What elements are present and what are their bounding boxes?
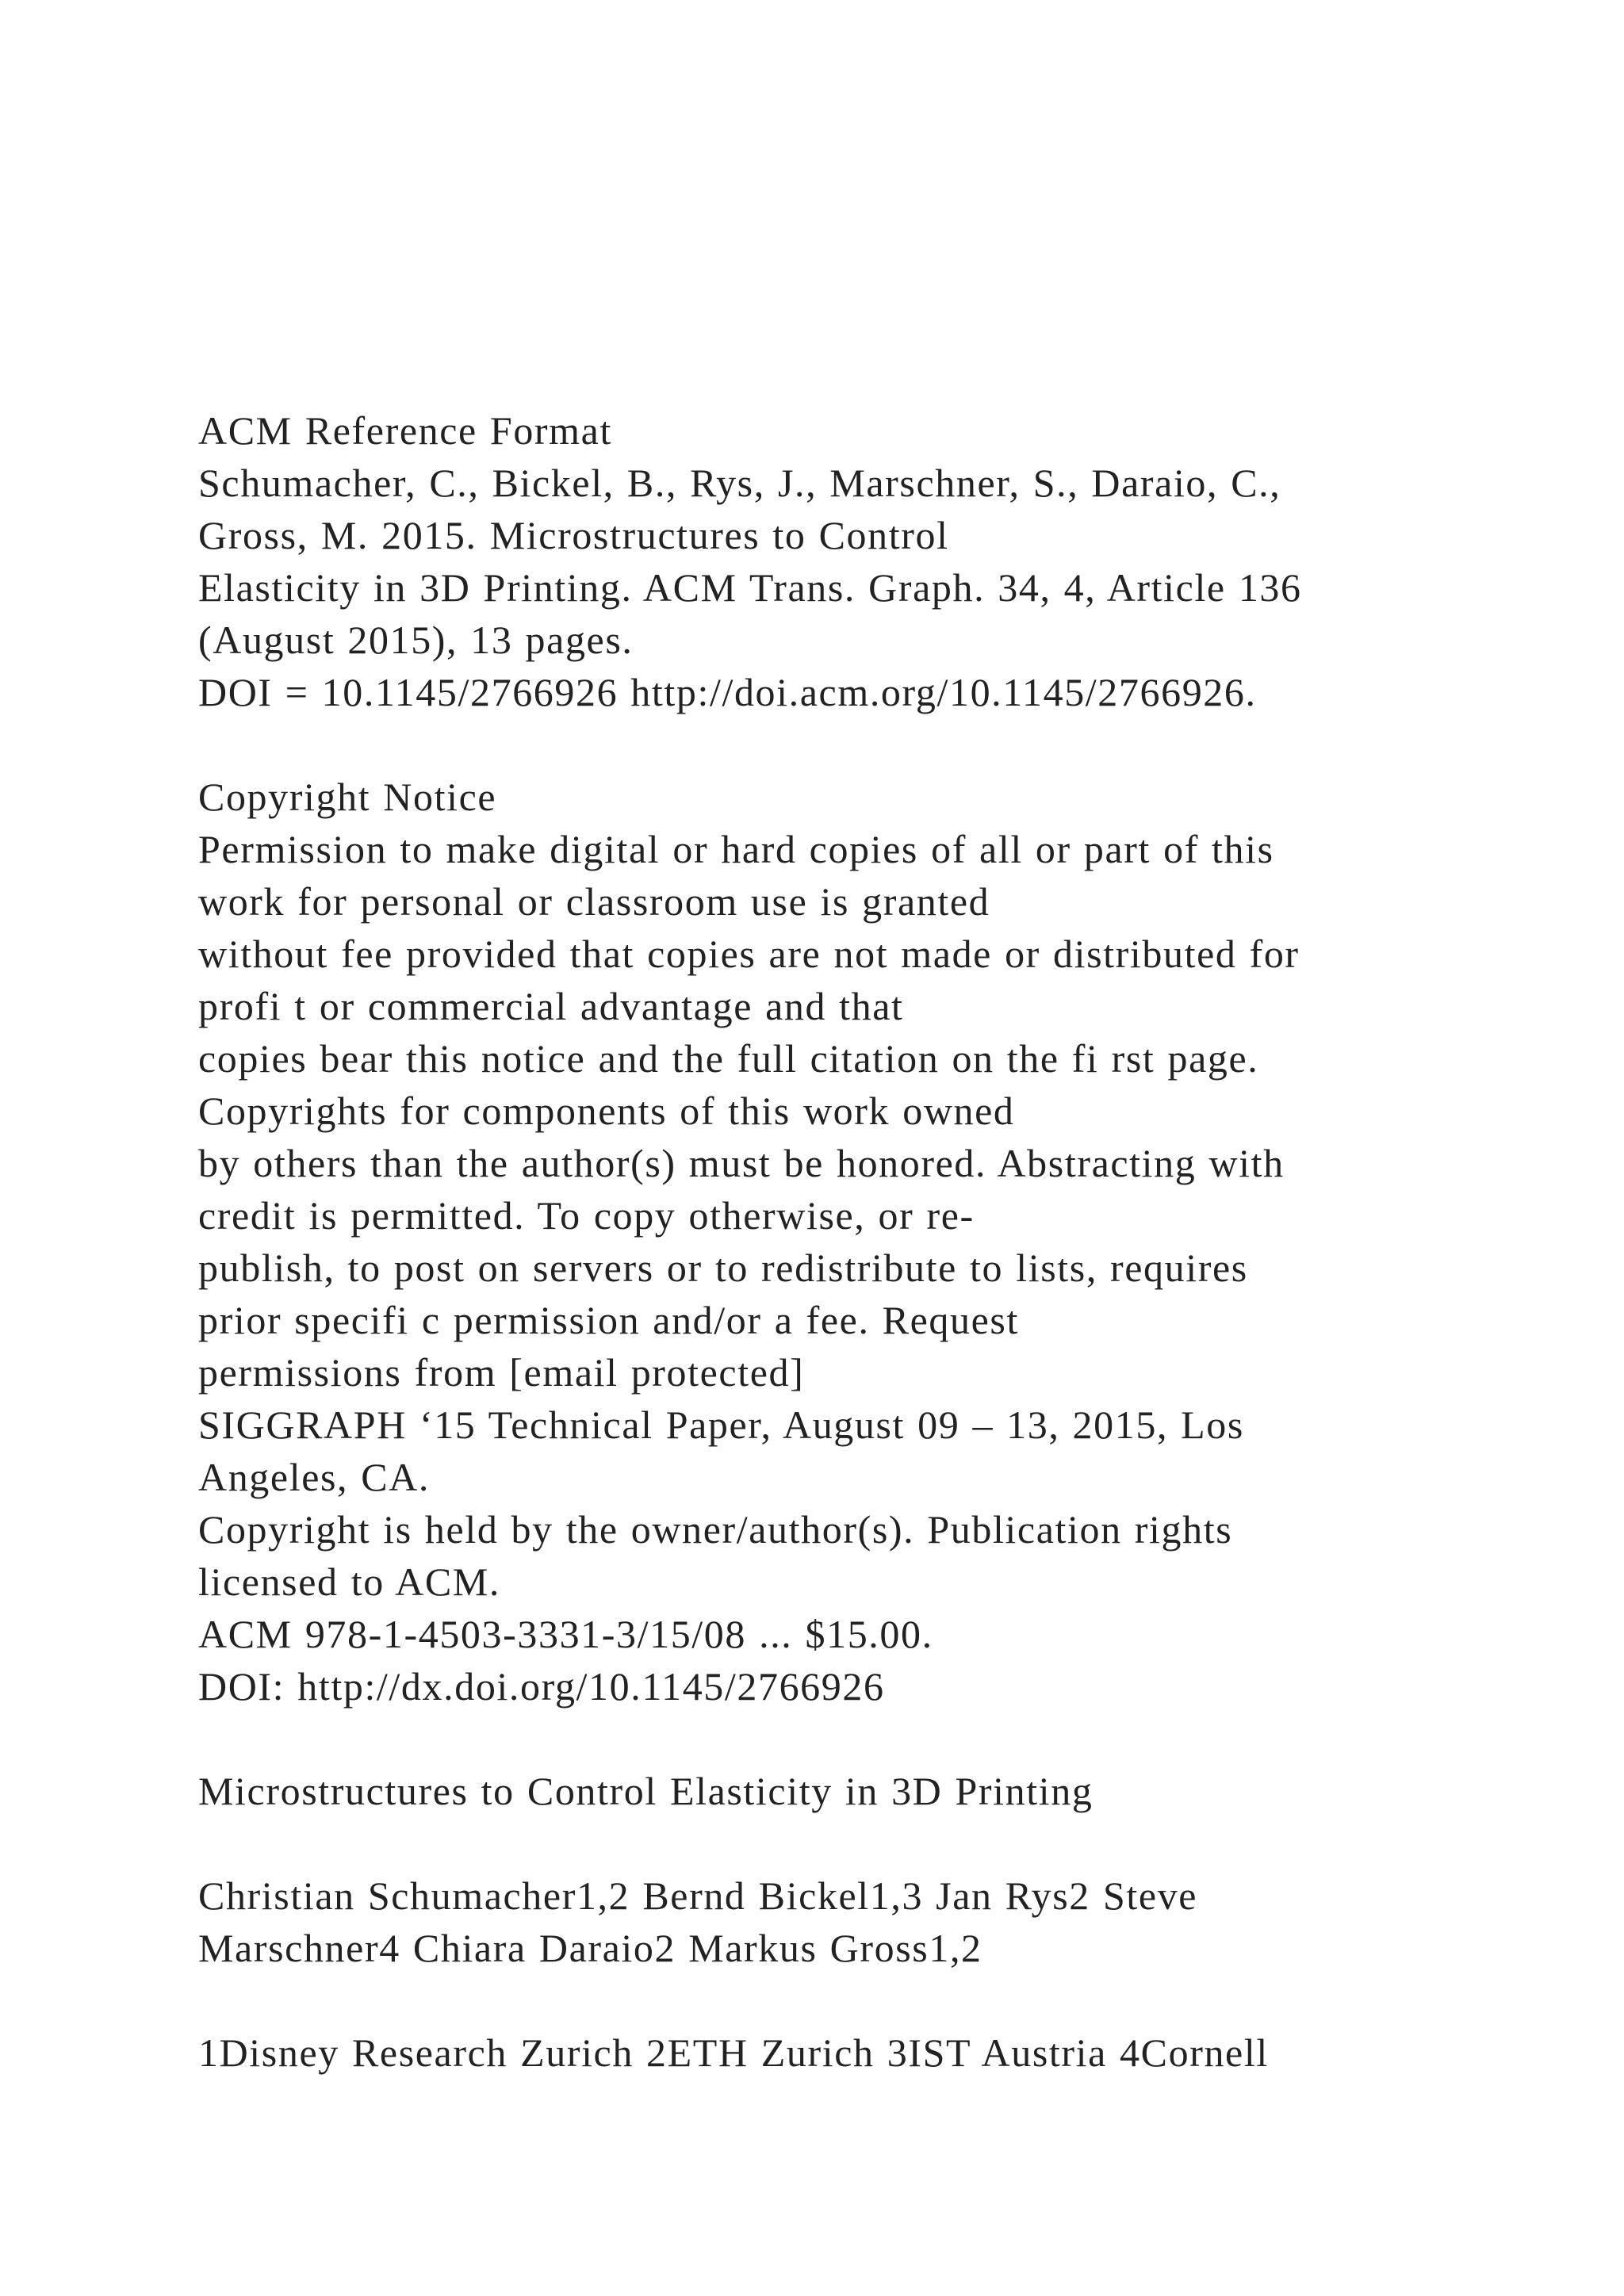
copyright-line: permissions from [email protected] — [198, 1350, 805, 1395]
affiliations-line: 1Disney Research Zurich 2ETH Zurich 3IST Austria 4Cornell — [198, 2030, 1269, 2075]
reference-line: Schumacher, C., Bickel, B., Rys, J., Marschner, S., Daraio, C., — [198, 461, 1281, 505]
paragraph-gap — [198, 1817, 1546, 1869]
copyright-line: Copyright is held by the owner/author(s). Publication rights — [198, 1507, 1233, 1552]
copyright-line: by others than the author(s) must be honored. Abstracting with — [198, 1141, 1285, 1185]
reference-line: (August 2015), 13 pages. — [198, 618, 634, 662]
copyright-line: Angeles, CA. — [198, 1455, 431, 1499]
copyright-line: copies bear this notice and the full citation on the fi rst page. — [198, 1036, 1259, 1081]
paragraph-gap — [198, 718, 1546, 771]
authors-line: Christian Schumacher1,2 Bernd Bickel1,3 Jan Rys2 Steve — [198, 1873, 1198, 1918]
copyright-line: without fee provided that copies are not made or distributed for — [198, 932, 1300, 976]
paper-title: Microstructures to Control Elasticity in 3D Printing — [198, 1769, 1094, 1813]
copyright-line: prior specifi c permission and/or a fee. Request — [198, 1298, 1019, 1342]
copyright-line: profi t or commercial advantage and that — [198, 984, 904, 1028]
copyright-line: licensed to ACM. — [198, 1559, 500, 1604]
copyright-line: ACM 978-1-4503-3331-3/15/08 ... $15.00. — [198, 1612, 933, 1656]
copyright-heading: Copyright Notice — [198, 775, 497, 819]
paragraph-gap — [198, 1974, 1546, 2026]
copyright-line: DOI: http://dx.doi.org/10.1145/2766926 — [198, 1664, 885, 1709]
paragraph-gap — [198, 1712, 1546, 1765]
copyright-line: publish, to post on servers or to redistribute to lists, requires — [198, 1246, 1248, 1290]
copyright-line: SIGGRAPH ‘15 Technical Paper, August 09 – 13, 2015, Los — [198, 1402, 1244, 1447]
reference-line: DOI = 10.1145/2766926 http://doi.acm.org/10.1145/2766926. — [198, 670, 1257, 714]
copyright-line: work for personal or classroom use is granted — [198, 879, 990, 924]
copyright-line: Permission to make digital or hard copies of all or part of this — [198, 827, 1274, 871]
copyright-line: credit is permitted. To copy otherwise, or re- — [198, 1193, 975, 1238]
reference-heading: ACM Reference Format — [198, 408, 612, 453]
reference-line: Elasticity in 3D Printing. ACM Trans. Graph. 34, 4, Article 136 — [198, 565, 1302, 610]
reference-line: Gross, M. 2015. Microstructures to Control — [198, 513, 949, 557]
copyright-line: Copyrights for components of this work owned — [198, 1089, 1015, 1133]
document-text — [198, 404, 1546, 2079]
authors-line: Marschner4 Chiara Daraio2 Markus Gross1,2 — [198, 1926, 982, 1970]
